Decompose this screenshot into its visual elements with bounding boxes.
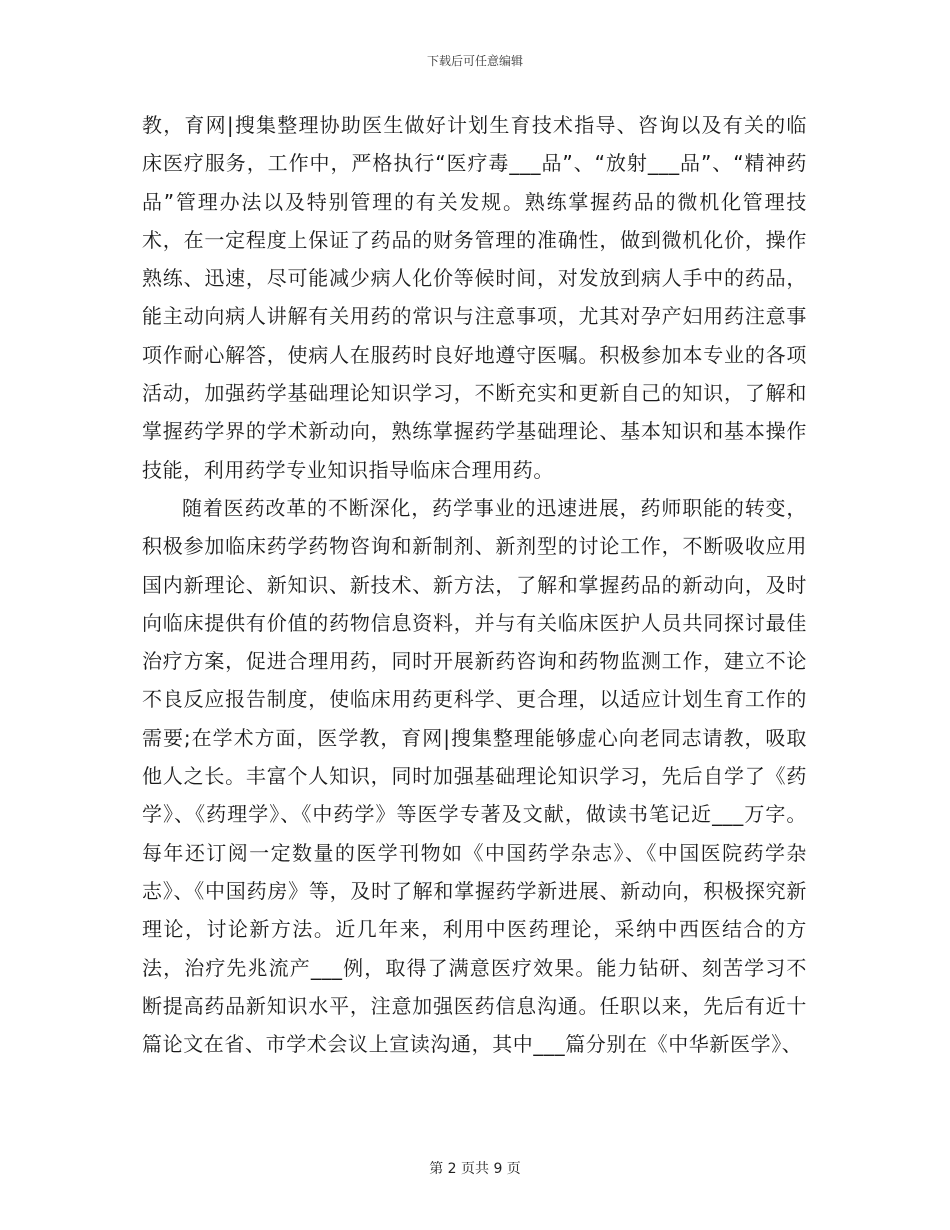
page-number: 第 2 页共 9 页 <box>429 1161 521 1177</box>
page-header: 下载后可任意编辑 <box>426 54 523 68</box>
paragraph-2: 随着医药改革的不断深化，药学事业的迅速进展，药师职能的转变，积极参加临床药学药物咨询和新制剂、新剂型的讨论工作，不断吸收应用国内新理论、新知识、新技术、新方法，了解和掌握药品的新动向，及时向临床提供有价值的药物信息资料，并与有关临床医护人员共同探讨最佳治疗方案，促进合理用药，同时开展新药咨询和药物监测工作，建立不论不良反应报告制度，使临床用药更科学、更合理，以适应计划生育工作的需要;在学术方面，医学教，育网|搜集整理能够虚心向老同志请教，吸取他人之长。丰富个人知识，同时加强基础理论知识学习，先后自学了《药学》、《药理学》、《中药学》等医学专著及文献，做读书笔记近___万字。每年还订阅一定数量的医学刊物如《中国药学杂志》、《中国医院药学杂志》、《中国药房》等，及时了解和掌握药学新进展、新动向，积极探究新理论，讨论新方法。近几年来，利用中医药理论，采纳中西医结合的方法，治疗先兆流产___例，取得了满意医疗效果。能力钻研、刻苦学习不断提高药品新知识水平，注意加强医药信息沟通。任职以来，先后有近十篇论文在省、市学术会议上宣读沟通，其中___篇分别在《中华新医学》、 <box>142 495 807 1057</box>
paragraph-1: 教，育网|搜集整理协助医生做好计划生育技术指导、咨询以及有关的临床医疗服务，工作中，严格执行“医疗毒___品”、“放射___品”、“精神药品”管理办法以及特别管理的有关发规。熟练掌握药品的微机化管理技术，在一定程度上保证了药品的财务管理的准确性，做到微机化价，操作熟练、迅速，尽可能减少病人化价等候时间，对发放到病人手中的药品，能主动向病人讲解有关用药的常识与注意事项，尤其对孕产妇用药注意事项作耐心解答，使病人在服药时良好地遵守医嘱。积极参加本专业的各项活动，加强药学基础理论知识学习，不断充实和更新自己的知识，了解和掌握药学界的学术新动向，熟练掌握药学基础理论、基本知识和基本操作技能，利用药学专业知识指导临床合理用药。 <box>142 113 807 482</box>
document-body <box>142 106 807 1063</box>
